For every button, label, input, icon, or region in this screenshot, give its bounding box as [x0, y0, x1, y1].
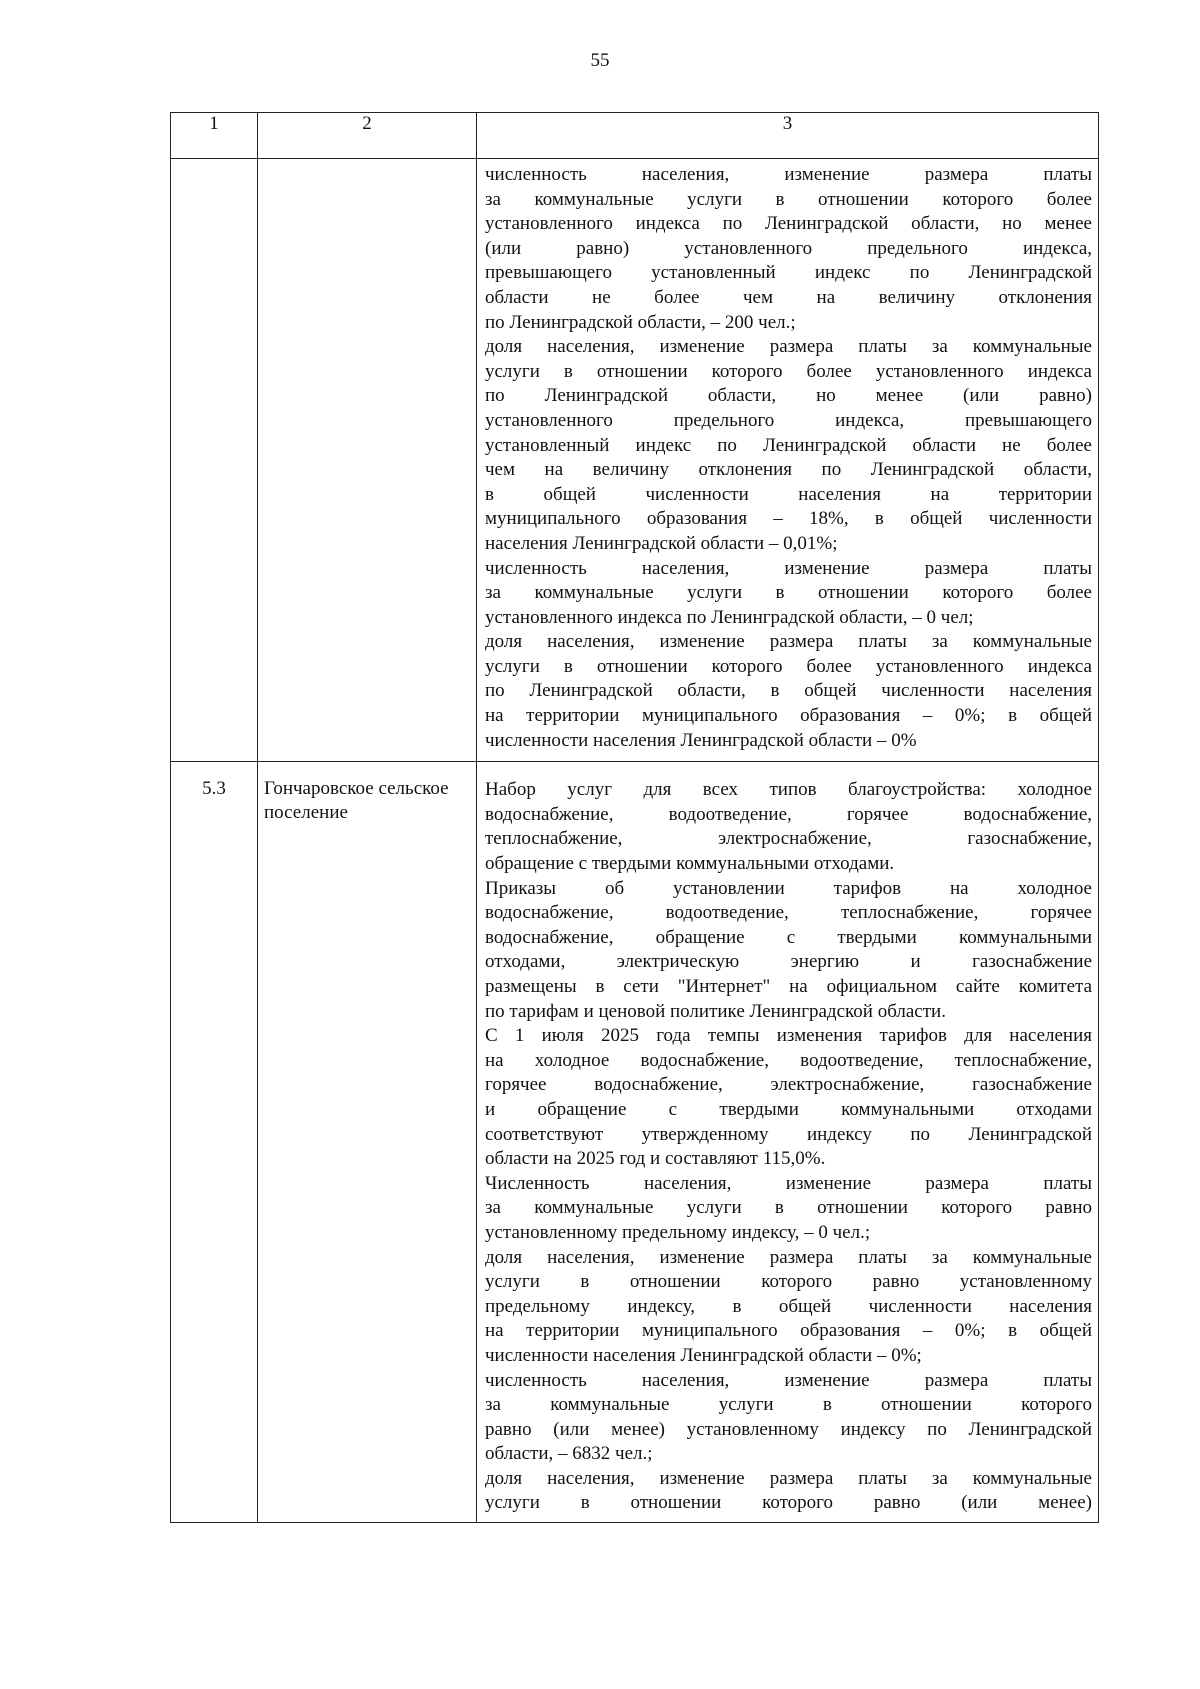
row-description-lines	[485, 778, 1092, 1516]
description-line: и обращение с твердыми коммунальными отходами	[485, 1098, 1092, 1120]
description-line: (или равно) установленного предельного индекса,	[485, 237, 1092, 259]
description-line: обращение с твердыми коммунальными отходами.	[485, 853, 895, 875]
description-line: водоснабжение, обращение с твердыми коммунальными	[485, 926, 1092, 948]
row-description	[477, 762, 1099, 1523]
description-line: по Ленинградской области, в общей численности населения	[485, 680, 1092, 702]
description-line: области на 2025 год и составляют 115,0%.	[485, 1148, 826, 1170]
description-line: доля населения, изменение размера платы за коммунальные	[485, 1246, 1092, 1268]
description-line: населения Ленинградской области – 0,01%;	[485, 532, 838, 554]
row-number	[171, 159, 258, 762]
description-line: Приказы об установлении тарифов на холодное	[485, 877, 1092, 899]
description-line: доля населения, изменение размера платы за коммунальные	[485, 336, 1092, 358]
page-number: 55	[590, 50, 610, 71]
description-line: на территории муниципального образования – 0%; в общей	[485, 1320, 1092, 1342]
description-line: на холодное водоснабжение, водоотведение, теплоснабжение,	[485, 1049, 1092, 1071]
description-line: чем на величину отклонения по Ленинградской области,	[485, 459, 1092, 481]
description-line: предельному индексу, в общей численности населения	[485, 1295, 1092, 1317]
description-line: водоснабжение, водоотведение, теплоснабжение, горячее	[485, 902, 1092, 924]
description-line: численности населения Ленинградской области – 0%	[485, 729, 917, 751]
description-line: установленного индекса по Ленинградской области, – 0 чел;	[485, 606, 974, 628]
description-line: Численность населения, изменение размера платы	[485, 1172, 1092, 1194]
description-line: услуги в отношении которого более установленного индекса	[485, 360, 1092, 382]
description-line: доля населения, изменение размера платы за коммунальные	[485, 1467, 1092, 1489]
description-line: на территории муниципального образования – 0%; в общей	[485, 705, 1092, 727]
row-description	[477, 159, 1099, 762]
description-line: по Ленинградской области, но менее (или равно)	[485, 385, 1092, 407]
description-line: численность населения, изменение размера платы	[485, 557, 1092, 579]
data-table	[170, 112, 1099, 1523]
description-line: С 1 июля 2025 года темпы изменения тарифов для населения	[485, 1025, 1092, 1047]
header-col-1: 1	[171, 113, 258, 159]
description-line: размещены в сети "Интернет" на официальном сайте комитета	[485, 976, 1092, 997]
row-number: 5.3	[171, 762, 258, 1523]
description-line: услуги в отношении которого равно установленному	[485, 1271, 1092, 1293]
description-line: за коммунальные услуги в отношении которого более	[485, 188, 1092, 210]
description-line: установленного индекса по Ленинградской области, но менее	[485, 213, 1092, 235]
description-line: по Ленинградской области, – 200 чел.;	[485, 311, 796, 333]
description-line: теплоснабжение, электроснабжение, газоснабжение,	[485, 828, 1092, 850]
description-line: по тарифам и ценовой политике Ленинградской области.	[485, 1000, 946, 1022]
description-line: в общей численности населения на территории	[485, 483, 1092, 505]
description-line: области не более чем на величину отклонения	[485, 286, 1092, 308]
description-line: численности населения Ленинградской области – 0%;	[485, 1344, 922, 1366]
table-row	[171, 762, 1099, 1523]
description-line: услуги в отношении которого более установленного индекса	[485, 655, 1092, 677]
row-settlement-name: Гончаровское сельское поселение	[258, 762, 477, 1523]
table-row	[171, 159, 1099, 762]
description-line: муниципального образования – 18%, в общей численности	[485, 508, 1092, 530]
description-line: Набор услуг для всех типов благоустройства: холодное	[485, 779, 1092, 801]
description-line: отходами, электрическую энергию и газоснабжение	[485, 951, 1092, 973]
description-line: численность населения, изменение размера платы	[485, 164, 1092, 185]
description-line: области, – 6832 чел.;	[485, 1443, 653, 1465]
row-settlement-name	[258, 159, 477, 762]
description-line: за коммунальные услуги в отношении которого	[485, 1394, 1092, 1416]
description-line: равно (или менее) установленному индексу по Ленинградской	[485, 1418, 1092, 1440]
description-line: установленного предельного индекса, превышающего	[485, 409, 1092, 431]
description-line: численность населения, изменение размера платы	[485, 1369, 1092, 1391]
description-line: превышающего установленный индекс по Ленинградской	[485, 262, 1092, 284]
description-line: водоснабжение, водоотведение, горячее водоснабжение,	[485, 803, 1092, 825]
description-line: горячее водоснабжение, электроснабжение, газоснабжение	[485, 1074, 1092, 1096]
description-line: за коммунальные услуги в отношении которого равно	[485, 1197, 1092, 1219]
description-line: соответствуют утвержденному индексу по Ленинградской	[485, 1123, 1092, 1145]
header-col-2: 2	[258, 113, 477, 159]
row-description-lines	[485, 163, 1092, 753]
header-col-3: 3	[477, 113, 1099, 159]
description-line: услуги в отношении которого равно (или менее)	[485, 1492, 1092, 1514]
description-line: за коммунальные услуги в отношении которого более	[485, 582, 1092, 604]
description-line: установленному предельному индексу, – 0 чел.;	[485, 1221, 871, 1243]
description-line: установленный индекс по Ленинградской области не более	[485, 434, 1092, 456]
table-header-row	[171, 113, 1099, 159]
description-line: доля населения, изменение размера платы за коммунальные	[485, 631, 1092, 653]
